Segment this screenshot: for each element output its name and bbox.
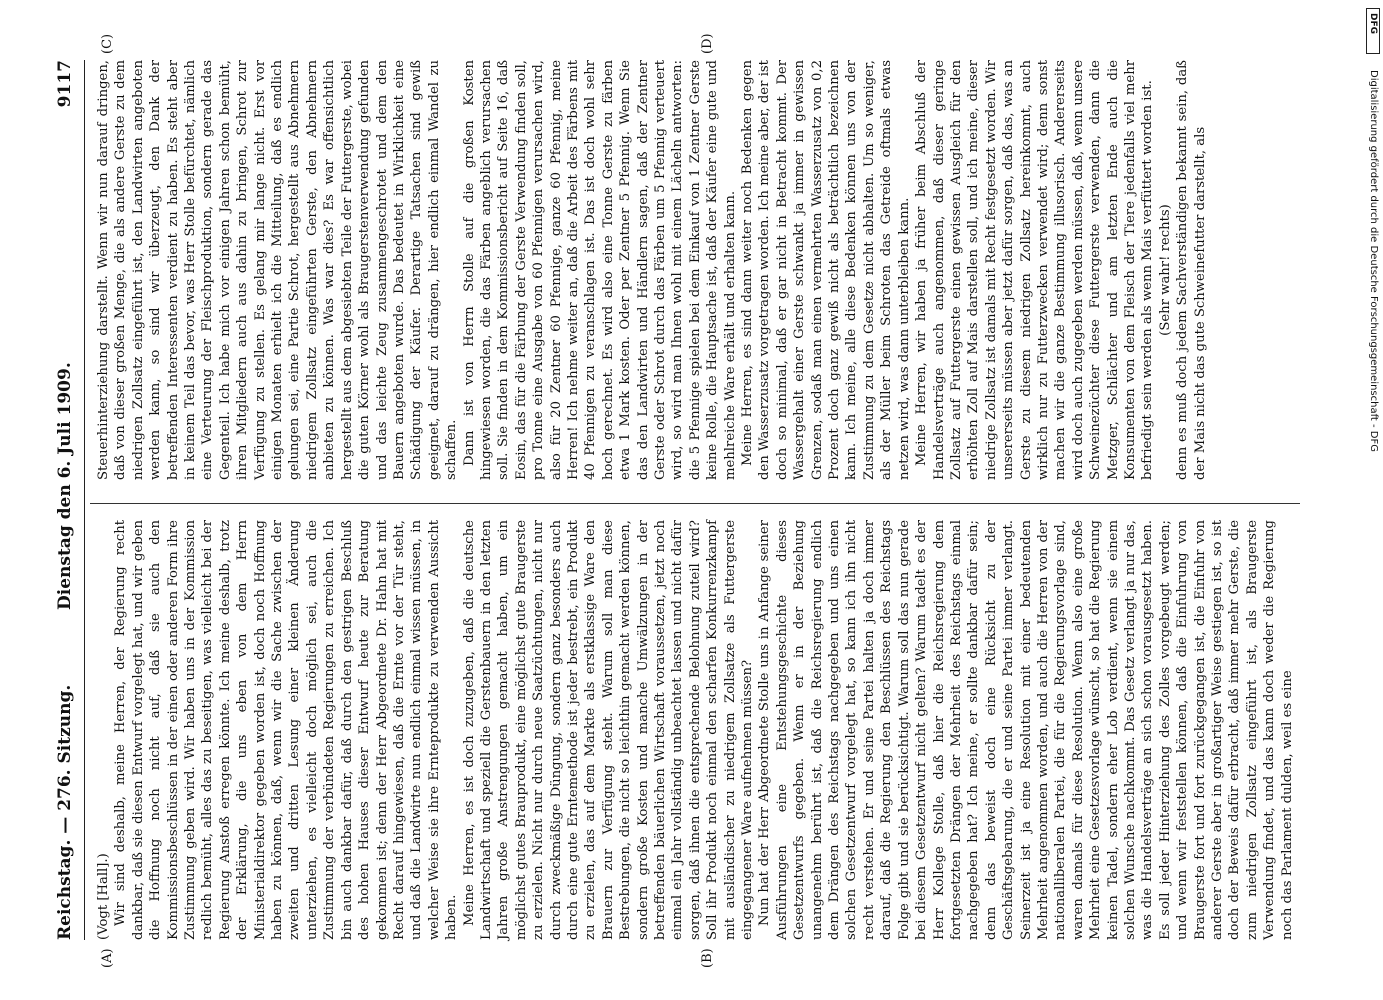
funding-credit-text: Digitalisierung gefördert durch die Deutsche Forschungsgemeinschaft - DFG <box>1368 70 1379 453</box>
funding-credit <box>1367 10 1381 990</box>
paragraph: Meine Herren, es ist doch zuzugeben, daß die deutsche Landwirtschaft und speziell die Gerstenbauern in den letzten Jahren große Anstrengungen gemacht haben, um ein möglichst gutes Brauprodukt, eine möglichst gute Braugerste zu erzielen. Nicht nur durch neue Saatzüchtungen, nicht nur durch zweckmäßige Düngung, sondern ganz besonders auch durch eine gute Erntemethode ist jeder bestrebt, ein Produkt zu erzielen, das auf dem Markte als erstklassige Ware den Brauern zur Verfügung steht. Warum soll man diese Bestrebungen, die nicht so leichthin gemacht werden können, sondern große Kosten und manche Umwälzungen in der betreffenden bäuerlichen Wirtschaft voraussetzen, jetzt noch einmal ein Jahr vollständig unbeachtet lassen und nicht dafür sorgen, daß ihnen die entsprechende Belohnung zuteil wird? Soll ihr Produkt noch einmal den scharfen Konkurrenzkampf mit ausländischer zu niedrigem Zollsatze als Futtergerste eingegangener Ware aufnehmen müssen? <box>461 520 756 940</box>
paragraph: Wir sind deshalb, meine Herren, der Regierung recht dankbar, daß sie diesen Entwurf vorgelegt hat, und wir geben die Hoffnung noch nicht auf, daß sie auch den Kommissionsbeschlüssen in der einen oder anderen Form ihre Zustimmung geben wird. Wir haben uns in der Kommission redlich bemüht, alles das zu beseitigen, was vielleicht bei der Regierung Anstoß erregen könnte. Ich meine deshalb, trotz der Erklärung, die uns eben von dem Herrn Ministerialdirektor gegeben worden ist, doch noch Hoffnung haben zu können, daß, wenn wir die Sache zwischen der zweiten und dritten Lesung einer kleinen Änderung unterziehen, es vielleicht doch möglich sei, auch die Zustimmung der verbündeten Regierungen zu erreichen. Ich bin auch dankbar dafür, daß durch den gestrigen Beschluß des hohen Hauses dieser Entwurf heute zur Beratung gekommen ist; denn der Herr Abgeordnete Dr. Hahn hat mit Recht darauf hingewiesen, daß die Ernte vor der Tür steht, und daß die Landwirte nun endlich einmal wissen müssen, in welcher Weise sie ihre Ernteprodukte zu verwenden Aussicht haben. <box>113 520 460 940</box>
left-column <box>95 520 1296 940</box>
margin-mark-a: (A) <box>100 948 115 968</box>
header-date: Dienstag den 6. Juli 1909. <box>55 362 75 610</box>
page-number: 9117 <box>55 60 75 108</box>
paragraph: Meine Herren, es sind dann weiter noch Bedenken gegen den Wasserzusatz vorgetragen worden. Ich meine aber, der ist doch so minimal, daß er gar nicht in Betracht kommt. Der Wassergehalt einer Gerste schwankt ja immer in gewissen Grenzen, sodaß man einen vermehrten Wasserzusatz von 0,2 Prozent doch ganz gewiß nicht als beträchtlich bezeichnen kann. Ich meine, alle diese Bedenken können uns von der Zustimmung zu dem Gesetze nicht abhalten. Um so weniger, als der Müller beim Schroten das Getreide oftmals etwas netzen wird, was dann unterbleiben kann. <box>740 60 912 480</box>
margin-mark-b: (B) <box>700 948 715 968</box>
column-rule <box>90 503 1300 504</box>
paragraph: Dann ist von Herrn Stolle auf die großen Kosten hingewiesen worden, die das Färben angeblich verursachen soll. Sie finden in dem Kommissionsbericht auf Seite 16, daß Eosin, das für die Färbung der Gerste Verwendung finden soll, pro Tonne eine Ausgabe von 60 Pfennigen verursachen wird, also für 20 Zentner 60 Pfennige, ganze 60 Pfennig, meine Herren! Ich nehme weiter an, daß die Arbeit des Färbens mit 40 Pfennigen zu veranschlagen ist. Das ist doch wohl sehr hoch gerechnet. Es wird also eine Tonne Gerste zu färben etwa 1 Mark kosten. Oder per Zentner 5 Pfennig. Wenn Sie das den Landwirten und Händlern sagen, daß der Zentner Gerste oder Schrot durch das Färben um 5 Pfennig verteuert wird, so wird man Ihnen wohl mit einem Lächeln antworten: die 5 Pfennige spielen bei dem Einkauf von 1 Zentner Gerste keine Rolle, die Hauptsache ist, daß der Käufer eine gute und mehlreiche Ware erhält und erhalten kann. <box>461 60 738 480</box>
margin-mark-d: (D) <box>700 33 715 54</box>
paragraph: denn es muß doch jedem Sachverständigen bekannt sein, daß der Mais nicht das gute Schweinefutter darstellt, als <box>1175 60 1208 480</box>
interjection: (Sehr wahr! rechts) <box>1157 204 1173 336</box>
speaker-label: (Vogt [Hall].) <box>96 853 111 940</box>
paragraph: Nun hat der Herr Abgeordnete Stolle uns in Anfange seiner Ausführungen eine Entstehungsgeschichte dieses Gesetzentwurfs gegeben. Wenn er in der Beziehung unangenehm berührt ist, daß die Reichsregierung endlich dem Drängen des Reichstags nachgegeben und uns einen solchen Gesetzentwurf vorgelegt hat, so kann ich ihn nicht recht verstehen. Er und seine Partei halten ja doch immer darauf, daß die Regierung den Beschlüssen des Reichstags Folge gibt und sie berücksichtigt. Warum soll das nun gerade bei diesem Gesetzentwurf nicht gelten? Warum tadelt es der Herr Kollege Stolle, daß hier die Reichsregierung dem fortgesetzten Drängen der Mehrheit des Reichstags einmal nachgegeben hat? Ich meine, er sollte dankbar dafür sein; denn das beweist doch eine Rücksicht zu der Geschäftsgebarung, die er und seine Partei immer verlangt. Seinerzeit ist ja eine Resolution mit einer bedeutenden Mehrheit angenommen worden, und auch die Herren von der nationalliberalen Partei, die für die Regierungsvorlage sind, waren damals für diese Resolution. Wenn also eine große Mehrheit eine Gesetzesvorlage wünscht, so hat die Regierung keinen Tadel, sondern eher Lob verdient, wenn sie einem solchen Wunsche nachkommt. Das Gesetz verlangt ja nur das, was die Handelsverträge an sich schon vorausgesetzt haben. Es soll jeder Hinterziehung des Zolles vorgebeugt werden; und wenn wir feststellen können, daß die Einfuhrung von Braugerste fort und fort zurückgegangen ist, die Einfuhr von anderer Gerste aber in großartiger Weise gestiegen ist, so ist doch der Beweis dafür erbracht, daß immer mehr Gerste, die zum niedrigen Zollsatz eingeführt ist, als Braugerste Verwendung findet, und das kann doch weder die Regierung noch das Parlament dulden, weil es eine <box>757 520 1295 940</box>
margin-mark-c: (C) <box>100 33 115 54</box>
right-column <box>95 60 1209 480</box>
paragraph: Meine Herren, wir haben ja früher beim Abschluß der Handelsverträge auch angenommen, daß dieser geringe Zollsatz auf Futtergerste einen gewissen Ausgleich für den erhöhten Zoll auf Mais darstellen soll, und ich meine, dieser niedrige Zollsatz ist damals mit Recht festgesetzt worden. Wir unsererseits müssen aber jetzt dafür sorgen, daß das, was an Gerste zu diesem niedrigen Zollsatz hereinkommt, auch wirklich nur zu Futterzwecken verwendet wird; denn sonst machen wir die ganze Bestimmung illusorisch. Andererseits wird doch auch zugegeben werden müssen, daß, wenn unsere Schweinezüchter diese Futtergerste verwenden, dann die Metzger, Schlächter und am letzten Ende auch die Konsumenten von dem Fleisch der Tiere jedenfalls viel mehr befriedigt sein werden als wenn Mais verfüttert worden ist. <box>914 60 1156 480</box>
header-rule <box>84 60 85 940</box>
running-header <box>55 60 85 940</box>
header-left: Reichstag. — 276. Sitzung. <box>55 684 75 940</box>
paragraph: Steuerhinterziehung darstellt. Wenn wir nun darauf dringen, daß von dieser großen Menge, die als andere Gerste zu dem niedrigen Zollsatz eingeführt ist, den Landwirten angeboten werden kann, so sind wir überzeugt, den Dank der betreffenden Interessenten verdient zu haben. Es steht aber in keinem Teil das bevor, was Herr Stolle befürchtet, nämlich eine Verteurung der Fleischproduktion, sondern gerade das Gegenteil. Ich habe mich vor einigen Jahren schon bemüht, ihren Mitgliedern auch aus dahin zu bringen, Schrot zur Verfügung zu stellen. Es gelang mir lange nicht. Erst vor einigen Monaten erhielt ich die Mitteilung, daß es endlich gelungen sei, eine Partie Schrot, hergestellt aus Abnehmern niedrigem Zollsatz eingeführten Gerste, den Abnehmern anbieten zu können. Was war dies? Es war offensichtlich hergestellt aus dem abgesiebten Teile der Futtergerste, wobei die guten Körner wohl als Braugerstenverwendung gefunden und das leichte Zeug zusammengeschrotet und dem den Bauern angeboten wurde. Das bedeutet in Wirklichkeit eine Schädigung der Käufer. Derartige Tatsachen sind gewiß geeignet, darauf zu drängen, hier endlich einmal Wandel zu schaffen. <box>96 60 460 480</box>
dfg-logo: DFG <box>1366 8 1380 54</box>
